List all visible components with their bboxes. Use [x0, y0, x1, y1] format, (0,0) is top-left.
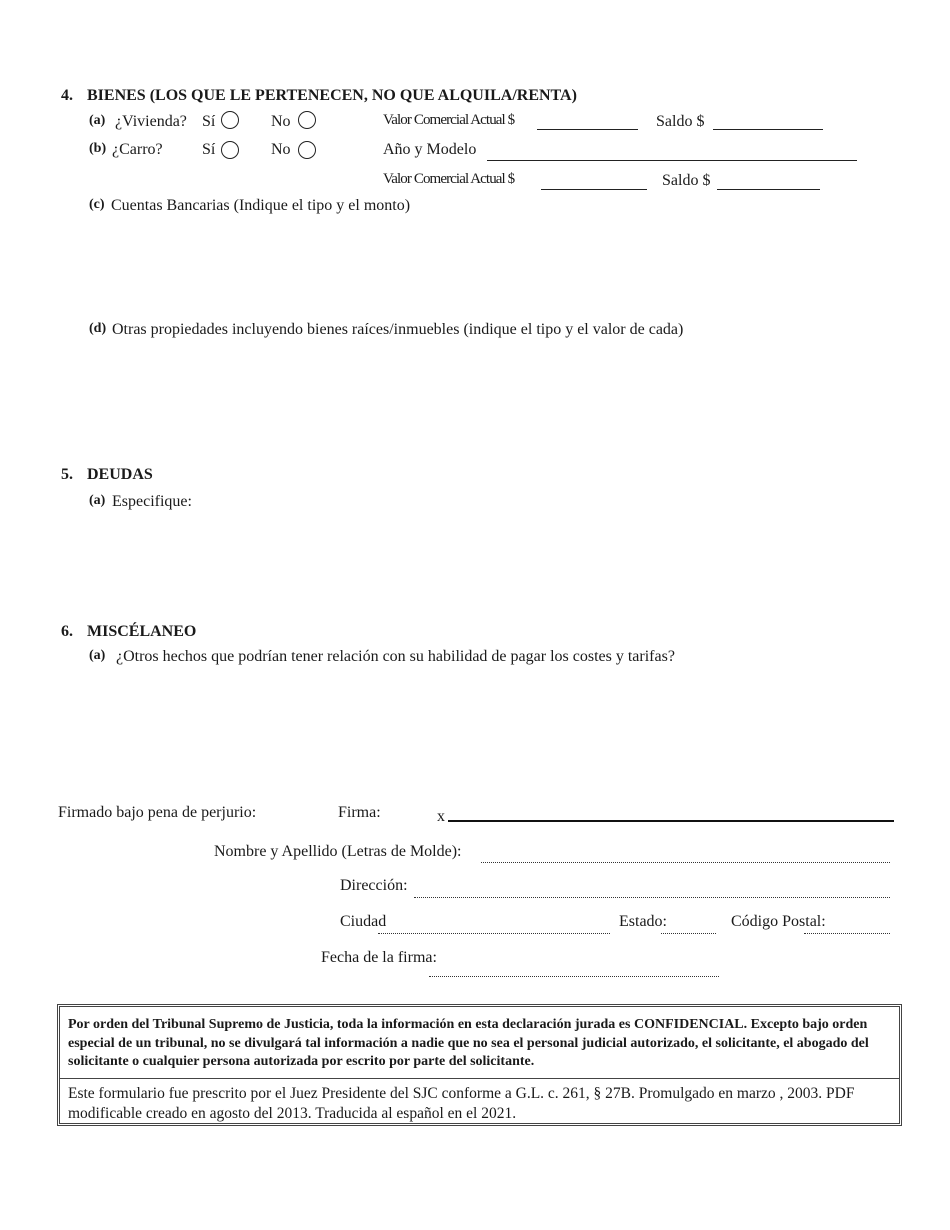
car-year-model-label: Año y Modelo	[383, 141, 477, 158]
item-6a-letter: (a)	[89, 648, 106, 663]
city-field[interactable]	[378, 933, 610, 934]
signature-x-mark: x	[437, 808, 445, 825]
housing-balance-label: Saldo $	[656, 113, 705, 130]
housing-yes-radio[interactable]	[221, 111, 239, 129]
housing-question: ¿Vivienda?	[115, 113, 187, 130]
printed-name-label: Nombre y Apellido (Letras de Molde):	[214, 843, 462, 860]
car-question: ¿Carro?	[112, 141, 163, 158]
car-no-label: No	[271, 141, 291, 158]
zip-field[interactable]	[804, 933, 890, 934]
car-value-field[interactable]	[541, 189, 647, 190]
car-value-label: Valor Comercial Actual $	[383, 171, 515, 187]
section-4-title: BIENES (LOS QUE LE PERTENECEN, NO QUE ALQUILA/RENTA)	[87, 87, 577, 104]
address-field[interactable]	[414, 897, 890, 898]
signature-date-field[interactable]	[429, 976, 719, 977]
item-4c-letter: (c)	[89, 197, 105, 212]
housing-balance-field[interactable]	[713, 129, 823, 130]
printed-name-field[interactable]	[481, 862, 890, 863]
address-label: Dirección:	[340, 877, 408, 894]
state-label: Estado:	[619, 913, 667, 930]
section-4-number: 4.	[61, 87, 73, 104]
confidentiality-notice: Por orden del Tribunal Supremo de Justicia, toda la información en esta declaración jurada es CONFIDENCIAL. Excepto bajo orden especial de un tribunal, no se divulgará tal información a nadie que no sea el personal judicial autorizado, el solicitante, el abogado del solicitante o cualquier persona autorizada por escrito por parte del solicitante.	[60, 1007, 899, 1079]
section-6-title: MISCÉLANEO	[87, 623, 197, 640]
item-4a-letter: (a)	[89, 113, 106, 128]
car-balance-label: Saldo $	[662, 172, 711, 189]
section-5-title: DEUDAS	[87, 466, 153, 483]
housing-value-label: Valor Comercial Actual $	[383, 112, 515, 128]
housing-no-label: No	[271, 113, 291, 130]
car-yes-label: Sí	[202, 141, 216, 158]
form-prescription-note: Este formulario fue prescrito por el Juez Presidente del SJC conforme a G.L. c. 261, § 27B. Promulgado en marzo , 2003. PDF modificable creado en agosto del 2013. Traducida al español en el 2021.	[68, 1085, 855, 1122]
housing-value-field[interactable]	[537, 129, 638, 130]
item-5a-letter: (a)	[89, 493, 106, 508]
section-6-number: 6.	[61, 623, 73, 640]
perjury-label: Firmado bajo pena de perjurio:	[58, 804, 257, 821]
car-no-radio[interactable]	[298, 141, 316, 159]
car-yes-radio[interactable]	[221, 141, 239, 159]
signature-date-label: Fecha de la firma:	[321, 949, 437, 966]
state-field[interactable]	[661, 933, 716, 934]
notice-box	[57, 1004, 902, 1126]
housing-yes-label: Sí	[202, 113, 216, 130]
other-facts-label: ¿Otros hechos que podrían tener relación con su habilidad de pagar los costes y tarifas?	[116, 648, 675, 665]
signature-field[interactable]	[448, 820, 894, 822]
item-4d-letter: (d)	[89, 321, 107, 336]
zip-label: Código Postal:	[731, 913, 826, 930]
debts-specify-label: Especifique:	[112, 493, 192, 510]
car-balance-field[interactable]	[717, 189, 820, 190]
bank-accounts-label: Cuentas Bancarias (Indique el tipo y el monto)	[111, 197, 411, 214]
signature-label: Firma:	[338, 804, 381, 821]
housing-no-radio[interactable]	[298, 111, 316, 129]
item-4b-letter: (b)	[89, 141, 107, 156]
car-year-model-field[interactable]	[487, 160, 857, 161]
section-5-number: 5.	[61, 466, 73, 483]
city-label: Ciudad	[340, 913, 387, 930]
other-property-label: Otras propiedades incluyendo bienes raíces/inmuebles (indique el tipo y el valor de cada)	[112, 321, 684, 338]
